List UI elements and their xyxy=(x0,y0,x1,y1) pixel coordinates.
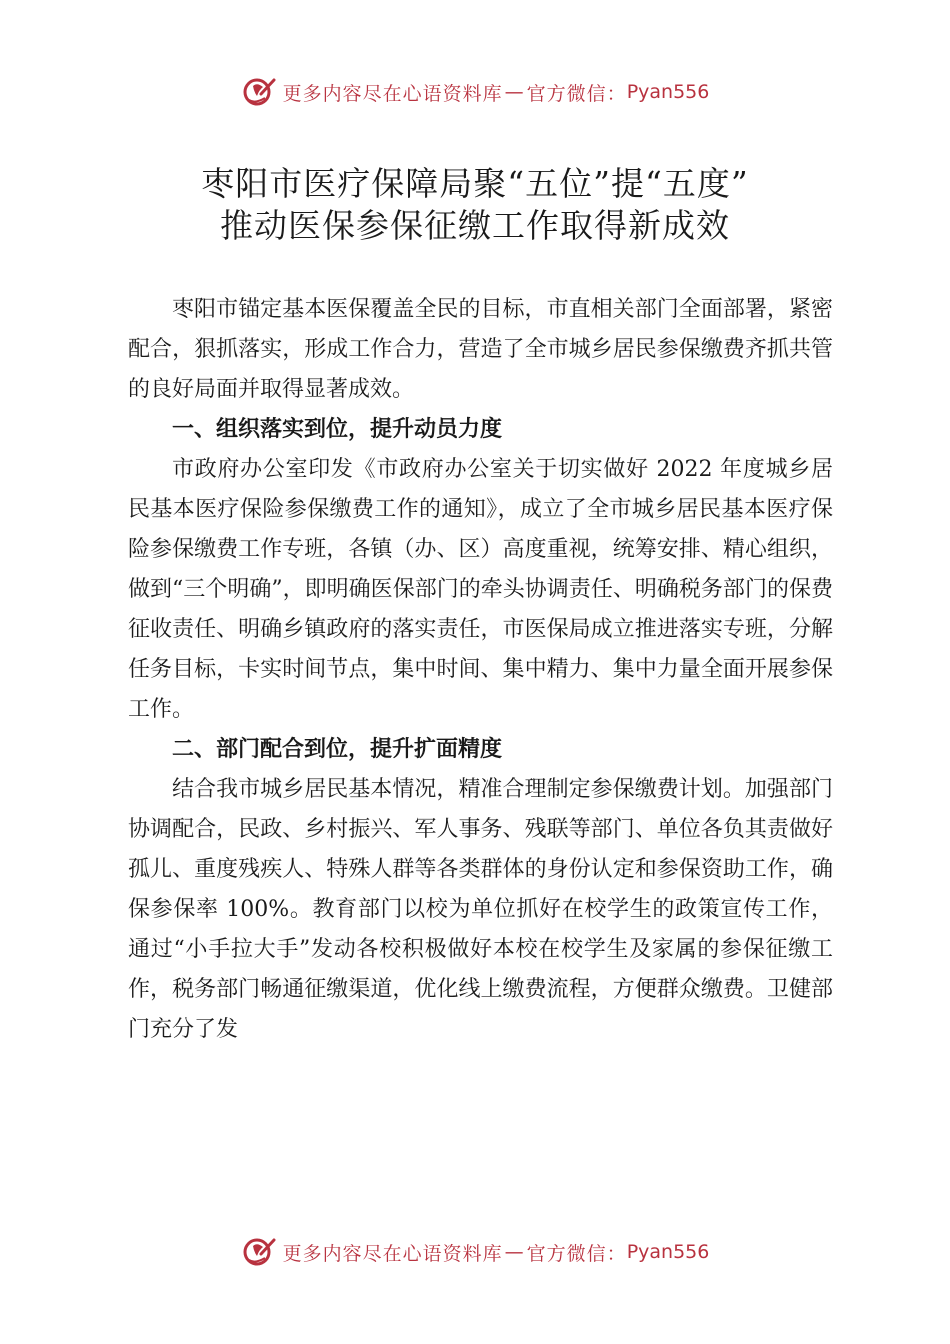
watermark-wechat-id: Pyan556 xyxy=(626,81,710,103)
watermark-wechat-label: 官方微信： xyxy=(526,82,627,105)
intro-paragraph: 枣阳市锚定基本医保覆盖全民的目标，市直相关部门全面部署，紧密配合，狠抓落实，形成工作合力，营造了全市城乡居民参保缴费齐抓共管的良好局面并取得显著成效。 xyxy=(128,297,833,402)
header-watermark xyxy=(0,74,950,110)
document-title xyxy=(0,163,950,247)
title-line-1: 枣阳市医疗保障局聚“五位”提“五度” xyxy=(201,164,749,203)
section-1-heading: 一、组织落实到位，提升动员力度 xyxy=(172,417,503,442)
watermark-wechat-label: 官方微信： xyxy=(526,1242,627,1265)
pen-logo-icon xyxy=(241,74,277,110)
document-body xyxy=(128,290,833,1050)
footer-watermark xyxy=(0,1234,950,1270)
title-line-2: 推动医保参保征缴工作取得新成效 xyxy=(220,206,730,245)
pen-logo-icon xyxy=(241,1234,277,1270)
section-1-paragraph: 市政府办公室印发《市政府办公室关于切实做好 2022 年度城乡居民基本医疗保险参保缴费工作的通知》，成立了全市城乡居民基本医疗保险参保缴费工作专班，各镇（办、区）高度重视，统筹安排、精心组织，做到“三个明确”，即明确医保部门的牵头协调责任、明确税务部门的保费征收责任、明确乡镇政府的落实责任，市医保局成立推进落实专班，分解任务目标，卡实时间节点，集中时间、集中精力、集中力量全面开展参保工作。 xyxy=(128,457,833,722)
section-2-paragraph: 结合我市城乡居民基本情况，精准合理制定参保缴费计划。加强部门协调配合，民政、乡村振兴、军人事务、残联等部门、单位各负其责做好孤儿、重度残疾人、特殊人群等各类群体的身份认定和参保资助工作，确保参保率 100%。教育部门以校为单位抓好在校学生的政策宣传工作，通过“小手拉大手”发动各校积极做好本校在校学生及家属的参保征缴工作，税务部门畅通征缴渠道，优化线上缴费流程，方便群众缴费。卫健部门充分了发 xyxy=(128,777,833,1042)
watermark-separator: — xyxy=(504,1241,525,1263)
watermark-text: 更多内容尽在心语资料库 xyxy=(282,82,503,105)
watermark-wechat-id: Pyan556 xyxy=(626,1241,710,1263)
section-2-heading: 二、部门配合到位，提升扩面精度 xyxy=(172,737,503,762)
watermark-separator: — xyxy=(504,81,525,103)
watermark-text: 更多内容尽在心语资料库 xyxy=(282,1242,503,1265)
